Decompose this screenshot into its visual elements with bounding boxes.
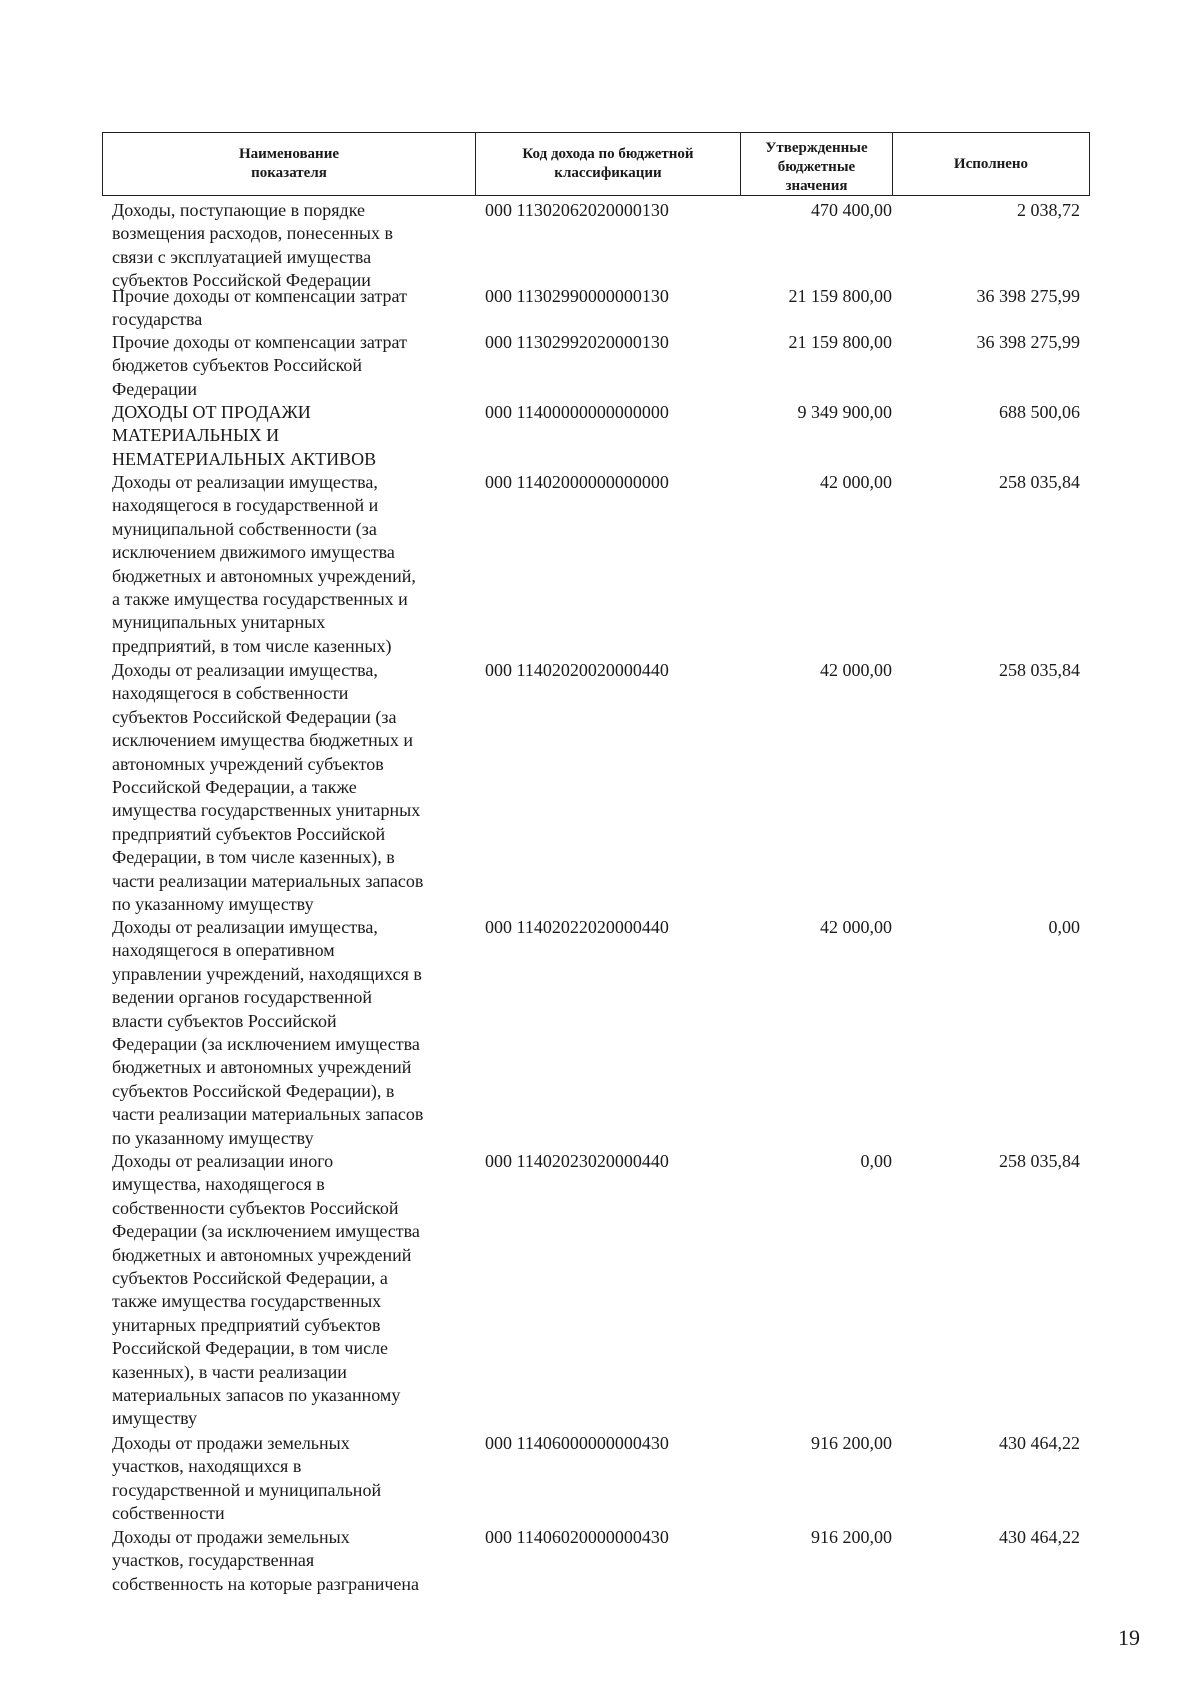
row-executed: 0,00 [1048, 917, 1080, 937]
row-name: Прочие доходы от компенсации затрат государства [112, 286, 407, 330]
header-name: Наименование показателя [103, 133, 476, 195]
table-row [102, 916, 1102, 1150]
row-name: Доходы от продажи земельных участков, находящихся в государственной и муниципальной собственности [112, 1433, 382, 1524]
row-approved: 42 000,00 [820, 472, 892, 492]
table-row [102, 331, 1102, 401]
row-approved: 42 000,00 [820, 660, 892, 680]
row-approved: 42 000,00 [820, 917, 892, 937]
row-executed: 258 035,84 [999, 660, 1080, 680]
row-code: 000 11402022020000440 [485, 917, 669, 937]
row-name: Прочие доходы от компенсации затрат бюджетов субъектов Российской Федерации [112, 332, 407, 399]
row-approved: 916 200,00 [811, 1527, 892, 1547]
header-approved: Утвержденные бюджетные значения [741, 133, 893, 195]
row-approved: 21 159 800,00 [788, 286, 892, 306]
header-code: Код дохода по бюджетной классификации [476, 133, 741, 195]
table-row [102, 659, 1102, 916]
row-name: Доходы, поступающие в порядке возмещения расходов, понесенных в связи с эксплуатацией имущества субъектов Российской Федерации [112, 200, 393, 291]
table-row [102, 401, 1102, 471]
row-code: 000 11402020020000440 [485, 660, 669, 680]
row-approved: 916 200,00 [811, 1433, 892, 1453]
table-body [102, 199, 1102, 1598]
row-code: 000 11406020000000430 [485, 1527, 669, 1547]
row-executed: 688 500,06 [999, 402, 1080, 422]
row-code: 000 11402000000000000 [485, 472, 669, 492]
row-code: 000 11406000000000430 [485, 1433, 669, 1453]
table-row [102, 1432, 1102, 1526]
row-executed: 2 038,72 [1017, 200, 1080, 220]
row-name: Доходы от реализации иного имущества, находящегося в собственности субъектов Российской Федерации (за исключением имущества бюджетных и автономных учреждений субъектов Российской Федерации, а также имущества государственных унитарных предприятий субъектов Российской Федерации, в том числе казенных), в части реализации материальных запасов по указанному имуществу [112, 1151, 420, 1429]
row-executed: 258 035,84 [999, 1151, 1080, 1171]
row-code: 000 11302990000000130 [485, 286, 669, 306]
row-executed: 36 398 275,99 [976, 332, 1080, 352]
row-name: Доходы от реализации имущества, находящегося в государственной и муниципальной собственности (за исключением движимого имущества бюджетных и автономных учреждений, а также имущества государственных и муниципальных унитарных предприятий, в том числе казенных) [112, 472, 416, 656]
page-number: 19 [1118, 1625, 1140, 1650]
table-header [102, 132, 1090, 196]
row-approved: 470 400,00 [811, 200, 892, 220]
row-approved: 9 349 900,00 [797, 402, 892, 422]
row-name: ДОХОДЫ ОТ ПРОДАЖИ МАТЕРИАЛЬНЫХ И НЕМАТЕРИАЛЬНЫХ АКТИВОВ [112, 402, 377, 469]
row-executed: 430 464,22 [999, 1433, 1080, 1453]
row-approved: 0,00 [860, 1151, 892, 1171]
header-executed: Исполнено [953, 155, 1029, 172]
table-row [102, 1150, 1102, 1432]
table-row [102, 471, 1102, 659]
table-row [102, 199, 1102, 291]
table-row [102, 1526, 1102, 1598]
row-code: 000 11402023020000440 [485, 1151, 669, 1171]
row-executed: 430 464,22 [999, 1527, 1080, 1547]
row-name: Доходы от реализации имущества, находящегося в собственности субъектов Российской Федерации (за исключением имущества бюджетных и автономных учреждений субъектов Российской Федерации, а также имущества государственных унитарных предприятий субъектов Российской Федерации, в том числе казенных), в части реализации материальных запасов по указанному имуществу [112, 660, 424, 915]
row-code: 000 11400000000000000 [485, 402, 669, 422]
row-approved: 21 159 800,00 [788, 332, 892, 352]
row-executed: 36 398 275,99 [976, 286, 1080, 306]
row-code: 000 11302062020000130 [485, 200, 669, 220]
row-name: Доходы от продажи земельных участков, государственная собственность на которые разграничена [112, 1527, 419, 1594]
table-row [102, 285, 1102, 331]
row-executed: 258 035,84 [999, 472, 1080, 492]
row-code: 000 11302992020000130 [485, 332, 669, 352]
row-name: Доходы от реализации имущества, находящегося в оперативном управлении учреждений, находящихся в ведении органов государственной власти субъектов Российской Федерации (за исключением имущества бюджетных и автономных учреждений субъектов Российской Федерации), в части реализации материальных запасов по указанному имуществу [112, 917, 424, 1148]
